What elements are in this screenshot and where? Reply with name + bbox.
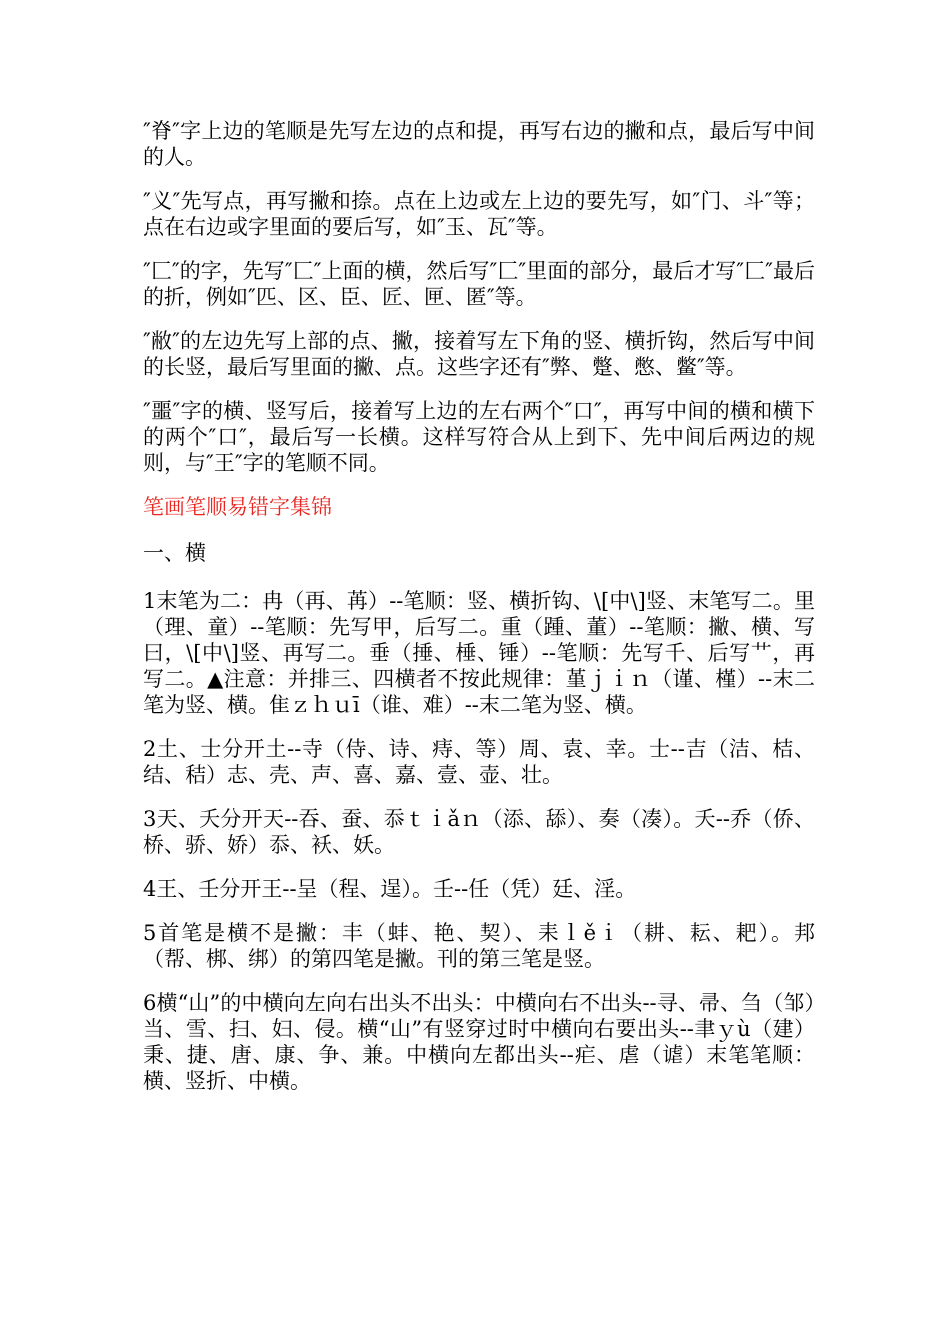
list-item: 2土、士分开土--寺（侍、诗、痔、等）周、袁、幸。士--吉（洁、桔、结、秸）志、壳、声、喜、嘉、壹、壶、壮。 [143, 737, 815, 787]
section-heading: 一、横 [143, 541, 206, 565]
document-page [143, 118, 815, 1112]
list-item: 6横“山”的中横向左向右出头不出头：中横向右不出头--寻、帚、刍（邹）当、雪、扫、妇、侵。横“山”有竖穿过时中横向右要出头--聿ｙù（建）秉、捷、唐、康、争、兼。中横向左都出头--疟、虐（谑）末笔笔顺：横、竖折、中横。 [143, 991, 815, 1093]
list-item: 5首笔是横不是撇：丰（蚌、艳、契）、耒ｌěｉ（耕、耘、耙）。邦（帮、梆、绑）的第四笔是撇。刊的第三笔是竖。 [143, 921, 815, 971]
intro-paragraph: ″敝″的左边先写上部的点、撇，接着写左下角的竖、横折钩，然后写中间的长竖，最后写里面的撇、点。这些字还有″弊、蹩、憋、鳖″等。 [143, 329, 815, 379]
list-item: 4王、壬分开王--呈（程、逞）。壬--任（凭）廷、淫。 [143, 877, 637, 901]
intro-paragraph: ″噩″字的横、竖写后，接着写上边的左右两个″口″，再写中间的横和横下的两个″口″，最后写一长横。这样写符合从上到下、先中间后两边的规则，与″王″字的笔顺不同。 [143, 399, 815, 475]
list-item: 3天、夭分开天--吞、蚕、忝ｔｉǎｎ（添、舔）、奏（凑）。夭--乔（侨、桥、骄、娇）忝、袄、妖。 [143, 807, 815, 857]
section-title: 笔画笔顺易错字集锦 [143, 495, 332, 519]
intro-paragraph: ″义″先写点，再写撇和捺。点在上边或左上边的要先写，如″门、斗″等；点在右边或字里面的要后写，如″玉、瓦″等。 [143, 189, 815, 239]
intro-paragraph: ″脊″字上边的笔顺是先写左边的点和提，再写右边的撇和点，最后写中间的人。 [143, 119, 815, 169]
list-item: 1末笔为二：冉（再、苒）--笔顺：竖、横折钩、\[中\]竖、末笔写二。里（理、童）--笔顺：先写甲，后写二。重（踵、董）--笔顺：撇、横、写曰，\[中\]竖、再写二。垂（捶、棰、锤）--笔顺：先写千、后写艹，再写二。▲注意：并排三、四横者不按此规律：堇ｊｉｎ（谨、槿）--末二笔为竖、横。隹ｚｈｕī（谁、难）--末二笔为竖、横。 [143, 589, 815, 717]
intro-paragraph: ″匚″的字，先写″匚″上面的横，然后写″匚″里面的部分，最后才写″匚″最后的折，例如″匹、区、臣、匠、匣、匿″等。 [143, 259, 815, 309]
